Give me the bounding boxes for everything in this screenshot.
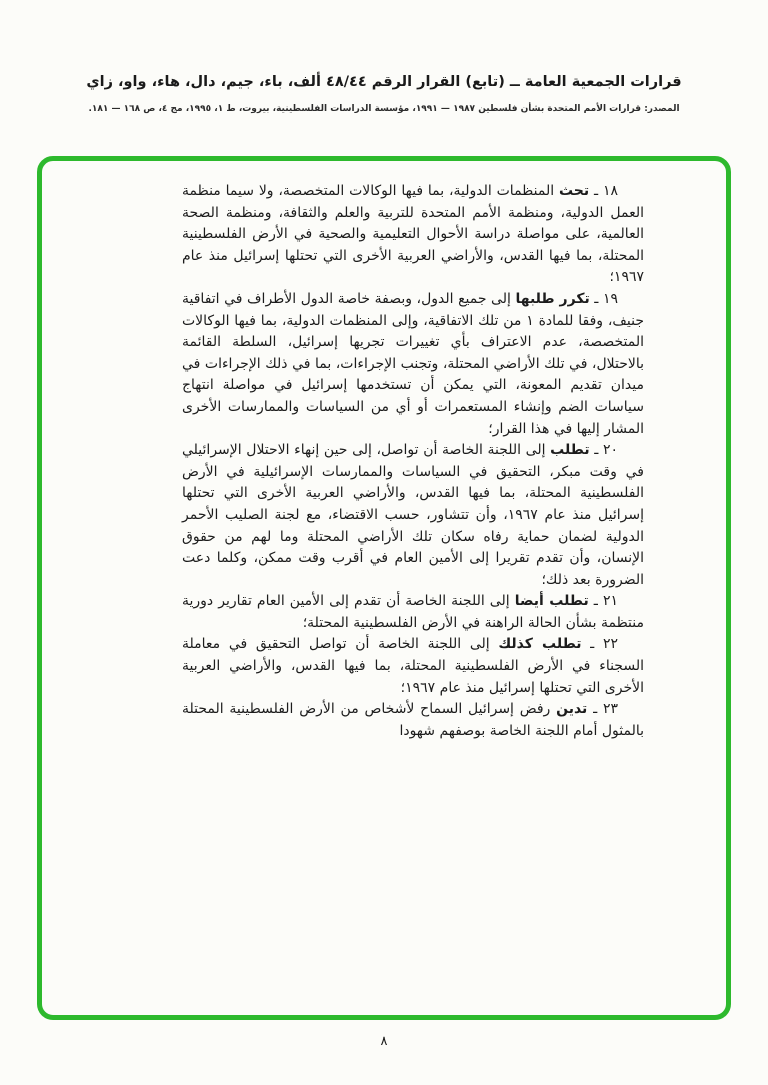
paragraph-lead: تطلب [550, 442, 590, 459]
paragraph-21 [182, 591, 644, 634]
page-number: ٨ [380, 1034, 388, 1049]
paragraph-number: ٢٠ ـ [594, 442, 618, 459]
document-body [182, 181, 644, 742]
paragraph-23 [182, 699, 644, 742]
paragraph-text: إلى اللجنة الخاصة أن تواصل، إلى حين إنهاء الاحتلال الإسرائيلي في وقت مبكر، التحقيق في السياسات والممارسات الإسرائيلية في الأرض الفلسطينية المحتلة، بما فيها القدس، والأراضي العربية الأخرى التي تحتلها إسرائيل منذ عام ١٩٦٧، وأن تتشاور، حسب الاقتضاء، مع لجنة الصليب الأحمر الدولية لضمان حماية رفاه سكان تلك الأراضي المحتلة وما لهم من حقوق الإنسان، وأن تقدم تقريرا إلى الأمين العام في أقرب وقت ممكن، وكلما دعت الضرورة بعد ذلك؛ [182, 442, 645, 588]
paragraph-text: إلى جميع الدول، وبصفة خاصة الدول الأطراف في اتفاقية جنيف، وفقا للمادة ١ من تلك الاتفاقية، وإلى المنظمات الدولية، بما فيها الوكالات المتخصصة، عدم الاعتراف بأي تغييرات تجريها إسرائيل، السلطة القائمة بالاحتلال، في تلك الأراضي المحتلة، وتجنب الإجراءات، بما في ذلك الإجراءات في ميدان تقديم المعونة، التي يمكن أن تستخدمها إسرائيل في مواصلة انتهاج سياسات الضم وإنشاء المستعمرات أو أي من السياسات والممارسات الأخرى المشار إليها في هذا القرار؛ [182, 290, 644, 437]
paragraph-22 [182, 634, 644, 699]
paragraph-lead: تحث [558, 183, 590, 199]
paragraph-text: إلى اللجنة الخاصة أن تواصل التحقيق في معاملة السجناء في الأرض الفلسطينية المحتلة، بما فيها القدس، والأراضي العربية الأخرى التي تحتلها إسرائيل منذ عام ١٩٦٧؛ [182, 636, 644, 696]
paragraph-number: ٢٢ ـ [590, 636, 619, 653]
paragraph-text: إلى اللجنة الخاصة أن تقدم إلى الأمين العام تقارير دورية منتظمة بشأن الحالة الراهنة في الأرض الفلسطينية المحتلة؛ [182, 593, 644, 631]
paragraph-19 [182, 289, 644, 440]
paragraph-number: ١٨ ـ [594, 183, 619, 199]
paragraph-lead: تكرر طلبها [515, 290, 590, 307]
paragraph-text: رفض إسرائيل السماح لأشخاص من الأرض الفلسطينية المحتلة بالمثول أمام اللجنة الخاصة بوصفهم شهودا [182, 701, 644, 739]
paragraph-text: المنظمات الدولية، بما فيها الوكالات المتخصصة، ولا سيما منظمة العمل الدولية، ومنظمة الأمم المتحدة للتربية والعلم والثقافة، ومنظمة الصحة العالمية، على مواصلة دراسة الأحوال التعليمية والصحية في الأرض الفلسطينية المحتلة، بما فيها القدس، والأراضي العربية الأخرى التي تحتلها إسرائيل منذ عام ١٩٦٧؛ [182, 183, 644, 286]
paragraph-number: ٢٣ ـ [593, 701, 619, 718]
source-line: المصدر: قرارات الأمم المتحدة بشأن فلسطين ١٩٨٧ — ١٩٩١، مؤسسة الدراسات الفلسطينية، بيروت، ط ١، ١٩٩٥، مج ٤، ص ١٦٨ — ١٨١. [88, 104, 680, 114]
paragraph-lead: تدين [556, 701, 588, 718]
paragraph-number: ١٩ ـ [594, 290, 618, 307]
page-title: قرارات الجمعية العامة ــ (تابع) القرار الرقم ٤٨/٤٤ ألف، باء، جيم، دال، هاء، واو، زاي [86, 74, 682, 90]
paragraph-20 [182, 440, 644, 591]
paragraph-18 [182, 181, 644, 289]
paragraph-lead: تطلب أيضا [514, 593, 589, 610]
paragraph-number: ٢١ ـ [593, 593, 618, 610]
paragraph-lead: تطلب كذلك [498, 636, 582, 653]
